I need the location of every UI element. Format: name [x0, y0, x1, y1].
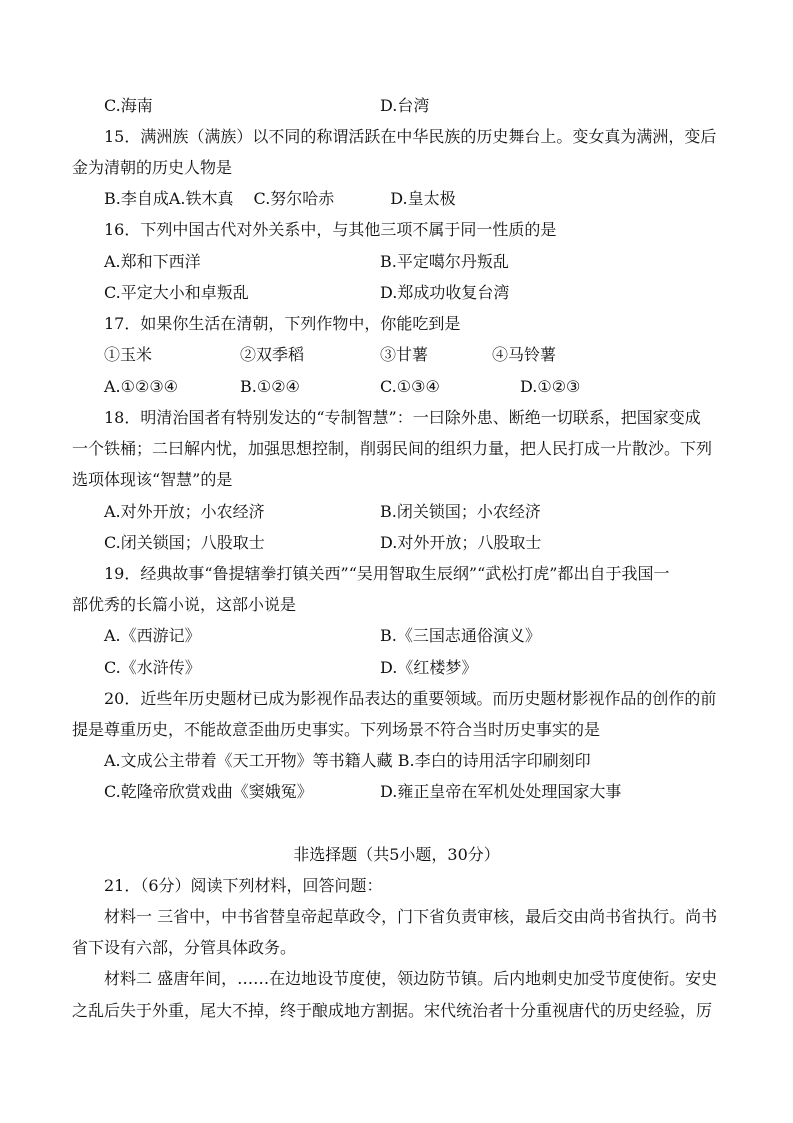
q17-option-d: D.①②③	[520, 377, 581, 396]
q20-stem-line1: 20．近些年历史题材已成为影视作品表达的重要领域。而历史题材影视作品的创作的前	[104, 689, 717, 708]
q17-item-2: ②双季稻	[240, 345, 305, 364]
q21-material1-line2: 省下设有六部，分管具体政务。	[72, 938, 297, 957]
q17-stem: 17．如果你生活在清朝，下列作物中，你能吃到是	[104, 314, 461, 333]
q18-stem-line2: 一个铁桶；二曰解内忧，加强思想控制，削弱民间的组织力量，把人民打成一片散沙。下列	[72, 439, 713, 458]
q15-option-a: A.铁木真	[168, 189, 234, 208]
q17-option-c: C.①③④	[380, 377, 440, 396]
q17-option-a: A.①②③④	[104, 377, 179, 396]
non-choice-section-title: 非选择题（共5小题，30分）	[293, 845, 500, 864]
q15-option-d: D.皇太极	[390, 189, 456, 208]
q16-option-b: B.平定噶尔丹叛乱	[380, 252, 509, 271]
q19-stem-line2: 部优秀的长篇小说，这部小说是	[72, 595, 297, 614]
q18-option-b: B.闭关锁国；小农经济	[380, 502, 541, 521]
q15-option-b: B.李自成	[104, 189, 169, 208]
q16-option-c: C.平定大小和卓叛乱	[104, 283, 249, 302]
q19-stem-line1: 19．经典故事“鲁提辖拳打镇关西”“吴用智取生辰纲”“武松打虎”都出自于我国一	[104, 564, 670, 583]
q17-option-b: B.①②④	[240, 377, 300, 396]
q15-options-row	[104, 189, 456, 209]
q17-item-1: ①玉米	[104, 345, 153, 364]
q21-material2-line1: 材料二 盛唐年间，……在边地设节度使，领边防节镇。后内地刺史加受节度使衔。安史	[104, 969, 718, 988]
q19-option-b: B.《三国志通俗演义》	[380, 626, 541, 645]
q14-option-d: D.台湾	[380, 96, 430, 115]
q15-stem-line1: 15．满洲族（满族）以不同的称谓活跃在中华民族的历史舞台上。变女真为满洲，变后	[104, 127, 717, 146]
q18-stem-line1: 18．明清治国者有特别发达的“专制智慧”：一曰除外患、断绝一切联系，把国家变成	[104, 408, 701, 427]
q20-options-a-b: A.文成公主带着《天工开物》等书籍人藏 B.李白的诗用活字印刷刻印	[104, 751, 591, 770]
q21-material1-line1: 材料一 三省中，中书省替皇帝起草政令，门下省负责审核，最后交由尚书省执行。尚书	[104, 907, 718, 926]
q20-stem-line2: 提是尊重历史，不能故意歪曲历史事实。下列场景不符合当时历史事实的是	[72, 720, 601, 739]
q18-option-c: C.闭关锁国；八股取士	[104, 533, 265, 552]
q20-option-d: D.雍正皇帝在军机处处理国家大事	[380, 782, 622, 801]
q17-item-4: ④马铃薯	[492, 345, 557, 364]
q21-material2-line2: 之乱后失于外重，尾大不掉，终于酿成地方割据。宋代统治者十分重视唐代的历史经验，厉	[72, 1001, 713, 1020]
q21-stem: 21．（6分）阅读下列材料，回答问题：	[104, 876, 383, 895]
q18-option-d: D.对外开放；八股取士	[380, 533, 542, 552]
q20-option-c: C.乾隆帝欣赏戏曲《窦娥冤》	[104, 782, 313, 801]
q18-option-a: A.对外开放；小农经济	[104, 502, 265, 521]
q16-stem: 16．下列中国古代对外关系中，与其他三项不属于同一性质的是	[104, 220, 557, 239]
q16-option-d: D.郑成功收复台湾	[380, 283, 510, 302]
q15-stem-line2: 金为清朝的历史人物是	[72, 158, 233, 177]
q18-stem-line3: 选项体现该“智慧”的是	[72, 470, 233, 489]
q17-item-3: ③甘薯	[380, 345, 429, 364]
q15-option-c: C.努尔哈赤	[253, 189, 335, 208]
q16-option-a: A.郑和下西洋	[104, 252, 201, 271]
q14-option-c: C.海南	[104, 96, 153, 115]
q19-option-c: C.《水浒传》	[104, 658, 201, 677]
q19-option-a: A.《西游记》	[104, 626, 201, 645]
q19-option-d: D.《红楼梦》	[380, 658, 478, 677]
